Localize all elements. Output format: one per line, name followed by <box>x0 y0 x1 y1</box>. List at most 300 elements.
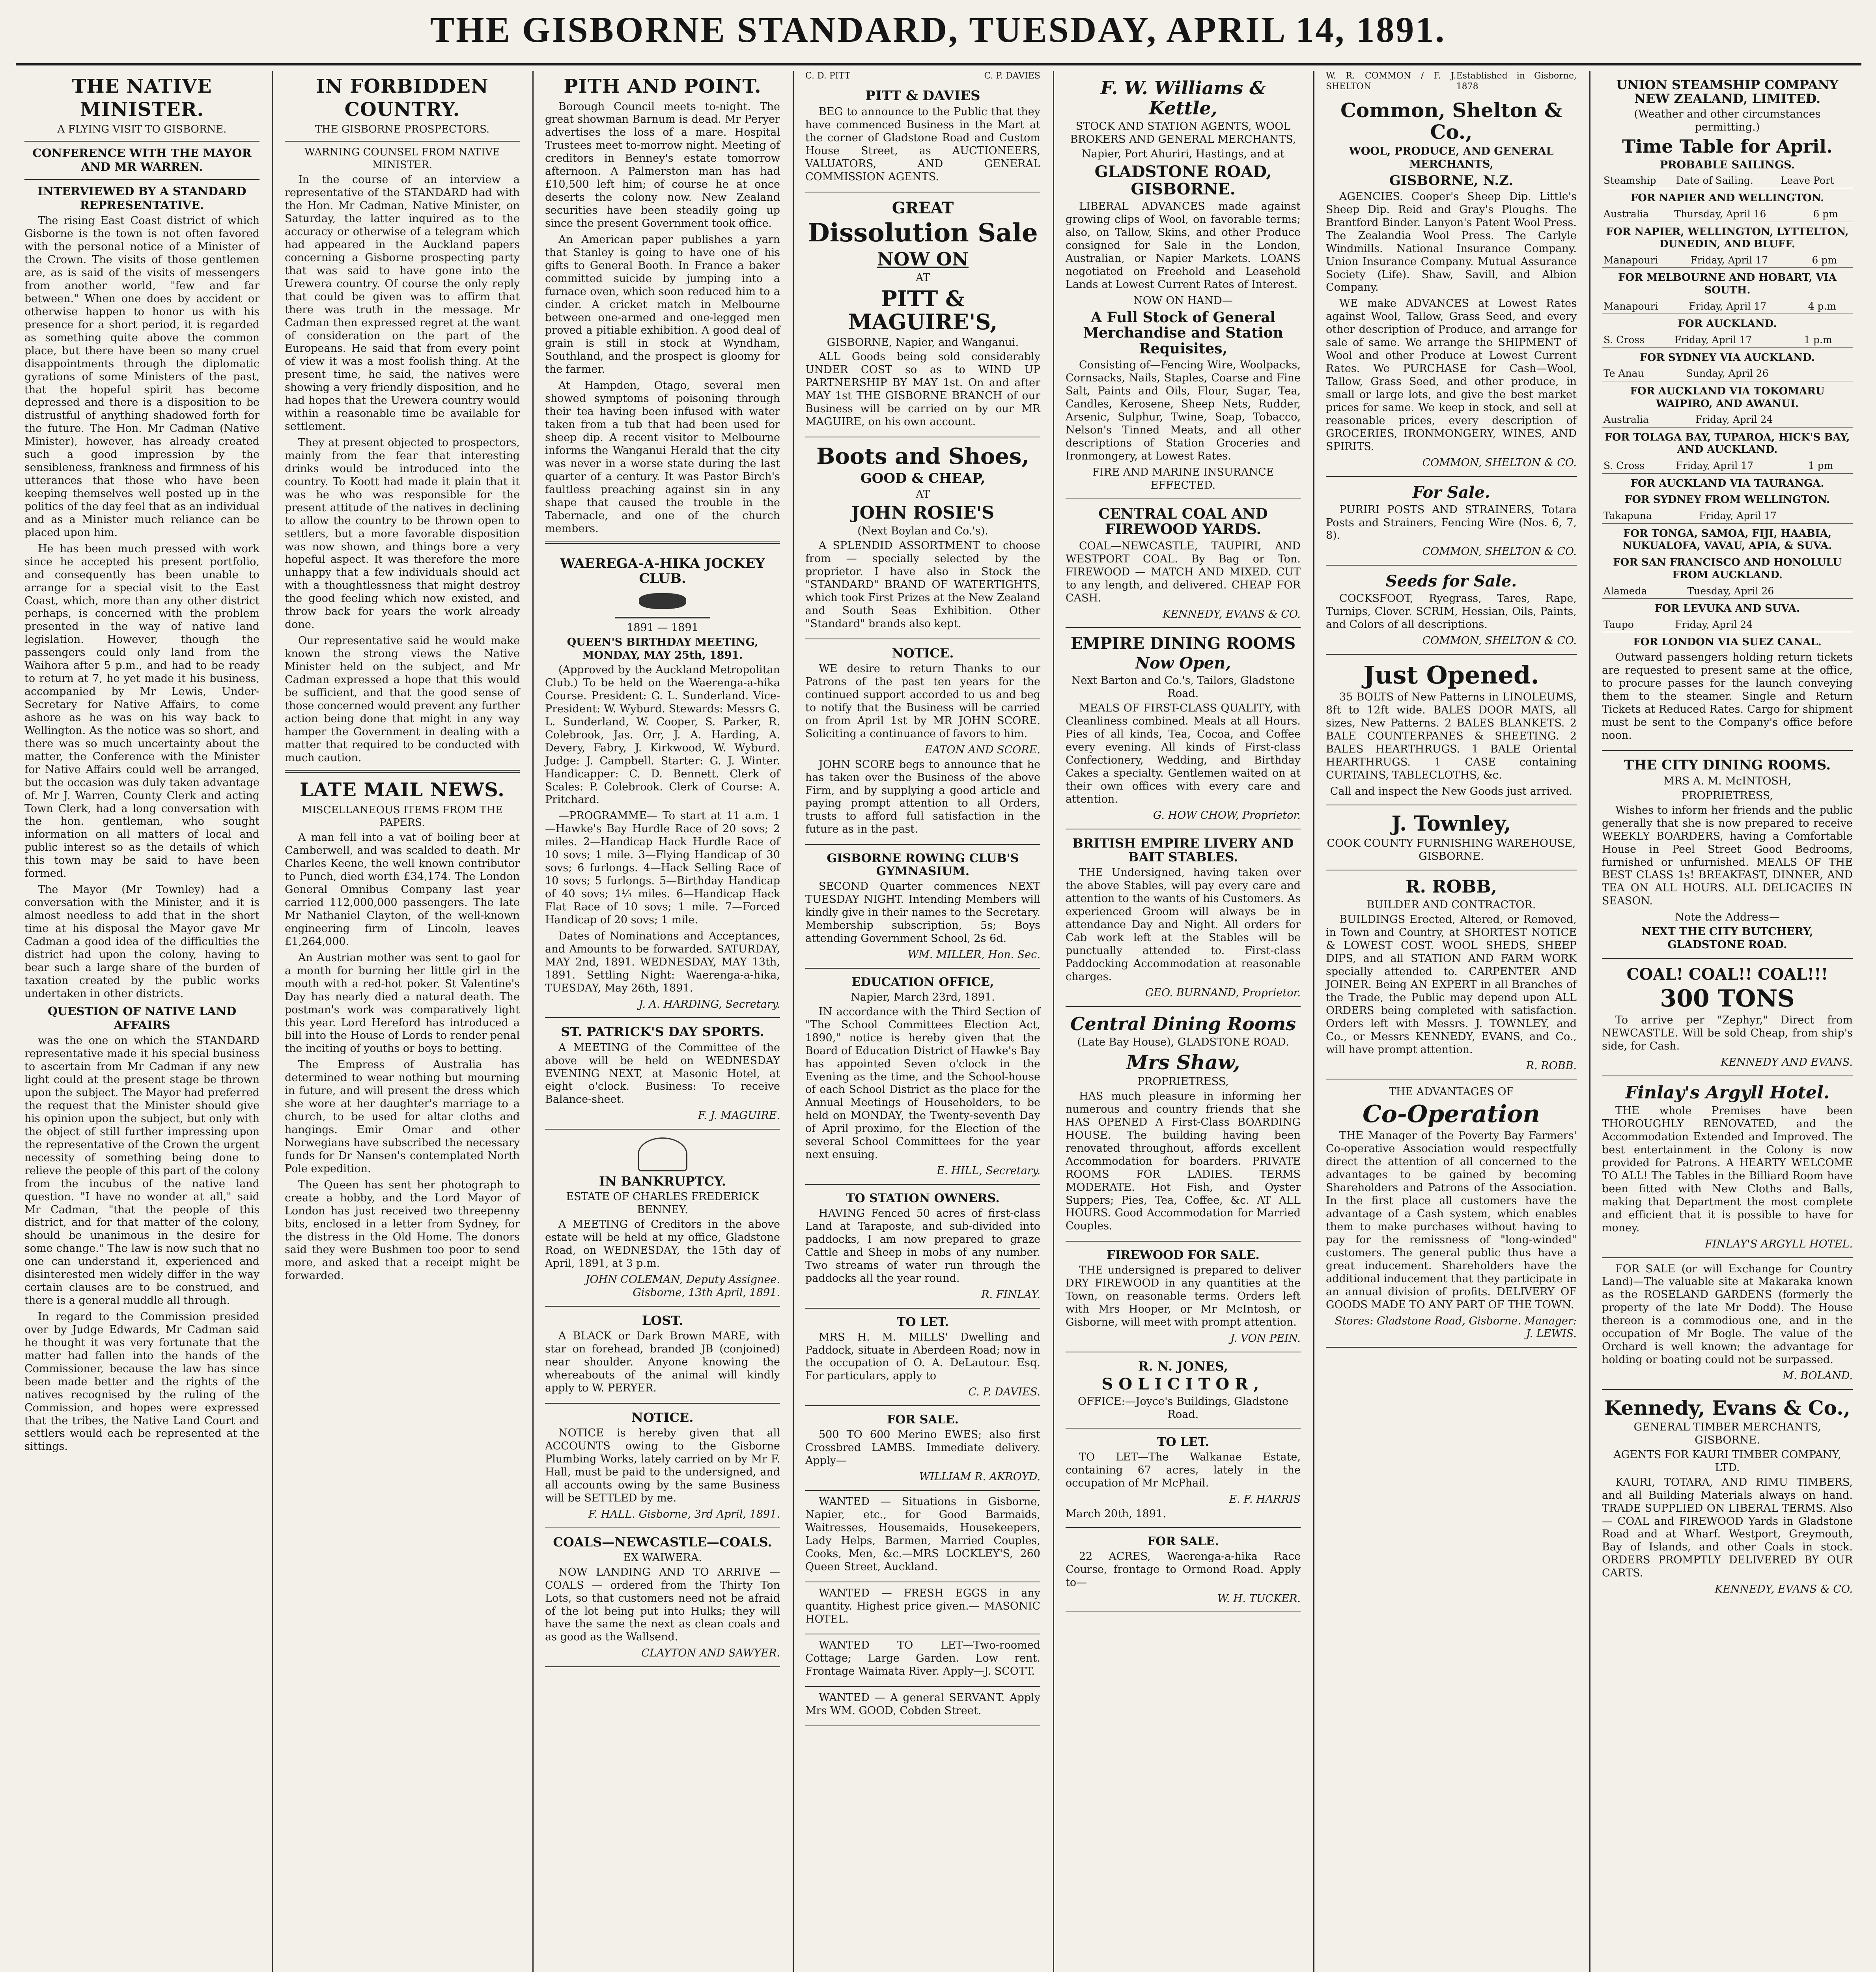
timetable-col-header: Leave Port <box>1779 174 1853 188</box>
ad-signature: KENNEDY AND EVANS. <box>1721 1056 1853 1068</box>
ad-name: R. N. JONES, <box>1138 1358 1228 1374</box>
route-heading: FOR TOLAGA BAY, TUPAROA, HICK'S BAY, AND AUCKLAND. <box>1605 431 1850 456</box>
ad-subtitle: Napier, March 23rd, 1891. <box>851 991 995 1003</box>
ad-header <box>805 71 1040 82</box>
ad-signature: J. A. HARDING, Secretary. <box>638 998 780 1010</box>
wanted-ad <box>805 1634 1040 1687</box>
route-cell-ship: Australia <box>1602 207 1673 222</box>
ad-at: AT <box>915 488 930 501</box>
ad-body: HAS much pleasure in informing her numerous and country friends that she HAS OPENED A First-Class BOARDING HOUSE. The building having been renovated throughout, affords excellent Accommodation for boarders. PRIVATE ROOMS FOR LADIES. TERMS MODERATE. Hot Fish, and Oyster Suppers; Pies, Tea, Coffee, &c. AT ALL HOURS. Good Accommodation for Married Couples. <box>1066 1090 1301 1232</box>
route-cell-date: Friday, April 17 <box>1674 459 1806 473</box>
route-cell-ship: Alameda <box>1602 584 1686 599</box>
ad-signature: CLAYTON AND SAWYER. <box>641 1647 780 1660</box>
ad-signature: F. HALL. Gisborne, 3rd April, 1891. <box>588 1508 780 1520</box>
ad-body: THE undersigned is prepared to deliver DRY FIREWOOD in any quantities at the Town, on reasonable terms. Orders left with Mrs Hooper, or Mr McIntosh, or Gisborne, will meet with prompt attention. <box>1066 1264 1301 1329</box>
article-paragraph: The rising East Coast district of which Gisborne is the town is not often favored with the personal notice of a Minister of the Crown. The visits of those gentlemen are, as is said of the visits of messengers from another world, "few and far between." When one does by accident or otherwise happen to honor us with his presence for a short period, it is regarded as something quite above the common place, but there have been so many cruel disappointments through the diplomatic gyrations of some Ministers of the past, that the hopeful spirit has become depressed and there is a disposition to be distrustful of anything shadowed forth for the future. The Hon. Mr Cadman (Native Minister), however, has already created such a good impression by the sensibleness, frankness and firmness of his utterances that those who have been keeping themselves well posted up in the politics of the day feel that as an individual and as a Minister much reliance can be placed upon him. <box>24 215 259 539</box>
article-subheading: CONFERENCE WITH THE MAYOR AND MR WARREN. <box>32 146 252 174</box>
article-paragraph: The Empress of Australia has determined to wear nothing but mourning in future, and will present the dress which she wore at her daughter's marriage to a church, to be used for altar cloths and hangings. Emir Omar and other Norwegians have subscribed the necessary funds for Dr Nansen's contemplated North Pole expedition. <box>285 1059 520 1175</box>
lost-ad <box>545 1307 780 1404</box>
ad-body: KAURI, TOTARA, AND RIMU TIMBERS, and all Building Materials always on hand. TRADE SUPPLIED ON LIBERAL TERMS. Also— COAL and FIREWOOD Yards in Gladstone Road and at Wharf. Westport, Greymouth, Bay of Islands, and other Coals in stock. ORDERS PROMPTLY DELIVERED BY OUR CARTS. <box>1602 1476 1853 1580</box>
ad-body: TO LET—The Walkanae Estate, containing 67 acres, lately in the occupation of Mr McPhail. <box>1066 1451 1301 1489</box>
ad-subtitle: Time Table for April. <box>1622 136 1833 157</box>
route-heading: FOR AUCKLAND. <box>1678 318 1777 330</box>
route-cell-ship: Takapuna <box>1602 509 1697 523</box>
column-1 <box>16 71 268 1972</box>
masthead: THE GISBORNE STANDARD, TUESDAY, APRIL 14, 1891. <box>430 9 1446 50</box>
article-paragraph: In the course of an interview a representative of the STANDARD had with the Hon. Mr Cadman, Native Minister, on Saturday, the latter inquired as to the accuracy or otherwise of a telegram which had appeared in the Auckland papers concerning a Gisborne prospecting party that was said to have gone into the Urewera country. Of course the only reply that could be given was to affirm that there was truth in the message. Mr Cadman then expressed regret at the want of consideration on the part of the Europeans. He said that from every point of view it was a most foolish thing. At the present time, he said, the natives were showing a very friendly disposition, and he had hopes that the Urewera country would within a reasonable time be available for settlement. <box>285 174 520 433</box>
ad-subtitle: QUEEN'S BIRTHDAY MEETING, MONDAY, MAY 25th, 1891. <box>567 636 758 662</box>
ad-title: Common, Shelton & Co., <box>1340 98 1562 144</box>
ad-body: ALL Goods being sold considerably UNDER COST so as to WIND UP PARTNERSHIP BY MAY 1st. On and after MAY 1st THE GISBORNE BRANCH of our Business will be carried on by our MR MAGUIRE, on his own account. <box>805 351 1040 428</box>
ad-header-right: C. P. DAVIES <box>984 71 1040 81</box>
ad-at: AT <box>915 271 930 284</box>
ad-body: COCKSFOOT, Ryegrass, Tares, Rape, Turnips, Clover. SCRIM, Hessian, Oils, Paints, and Colors of all descriptions. <box>1326 592 1577 631</box>
sailing-routes <box>1602 192 1853 649</box>
jockey-club-ad <box>545 549 780 1018</box>
route-cell-ship: Australia <box>1602 413 1694 427</box>
ad-name: MRS A. M. McINTOSH, <box>1663 775 1792 787</box>
to-let-ad <box>1066 1429 1301 1528</box>
route-cell-ship: Manapouri <box>1602 299 1687 314</box>
ad-body: (Approved by the Auckland Metropolitan Club.) To be held on the Waerenga-a-hika Course. President: G. L. Sunderland. Vice-President: W. Wyburd. Stewards: Messrs G. L. Sunderland, W. Cooper, S. Parker, R. Colebrook, Jas. Orr, J. A. Harding, A. Devery, Fabry, J. Kirkwood, W. Wyburd. Judge: J. Campbell. Starter: G. J. Winter. Handicapper: C. D. Bennett. Clerk of Scales: P. Colebrook. Clerk of Course: A. Pritchard. <box>545 664 780 806</box>
divider <box>285 141 520 142</box>
ad-signature: KENNEDY, EVANS & CO. <box>1715 1583 1853 1596</box>
column-5 <box>1057 71 1309 1972</box>
column-4 <box>797 71 1049 1972</box>
route-row <box>1602 366 1853 381</box>
divider <box>285 770 520 773</box>
empire-dining-ad <box>1066 628 1301 829</box>
route-heading: FOR NAPIER AND WELLINGTON. <box>1630 192 1824 204</box>
ad-footer: Outward passengers holding return tickets are requested to present same at the office, to procure passes for the launch conveying them to the steamer. Single and Return Tickets at Reduced Rates. Cargo for shipment must be sent to the Company's office before noon. <box>1602 651 1853 741</box>
union-steamship-ad <box>1602 71 1853 751</box>
ad-title: FOR SALE. <box>887 1413 959 1427</box>
ad-title: GISBORNE ROWING CLUB'S GYMNASIUM. <box>827 852 1019 879</box>
route-heading: FOR MELBOURNE AND HOBART, VIA SOUTH. <box>1618 272 1837 297</box>
ad-body: 500 TO 600 Merino EWES; also first Crossbred LAMBS. Immediate delivery. Apply— <box>805 1429 1040 1467</box>
ad-title: TO STATION OWNERS. <box>846 1191 1000 1206</box>
article-heading: IN FORBIDDEN COUNTRY. <box>316 75 489 121</box>
route-cell-time: 6 pm <box>1811 207 1853 222</box>
route-cell-time <box>1847 509 1853 523</box>
route-heading: FOR LEVUKA AND SUVA. <box>1655 603 1800 614</box>
ad-body: NOTICE is hereby given that all ACCOUNTS owing to the Gisborne Plumbing Works, lately carried on by Mr F. Hall, must be paid to the undersigned, and all accounts owing by the same Business will be SETTLED by me. <box>545 1427 780 1504</box>
ad-title: Dissolution Sale <box>808 218 1038 248</box>
route-row <box>1602 253 1853 268</box>
ad-title: NOTICE. <box>892 645 954 661</box>
ad-title: COAL! COAL!! COAL!!! <box>1626 965 1828 984</box>
ad-signature: C. P. DAVIES. <box>968 1386 1040 1399</box>
ad-signature: G. HOW CHOW, Proprietor. <box>1153 809 1301 822</box>
ad-title: IN BANKRUPTCY. <box>599 1174 726 1189</box>
ad-signature: W. H. TUCKER. <box>1217 1592 1301 1605</box>
notice-ad <box>805 639 1040 845</box>
route-cell-ship: Manapouri <box>1602 253 1689 268</box>
ad-body: WANTED — A general SERVANT. Apply Mrs WM. GOOD, Cobden Street. <box>805 1692 1040 1717</box>
for-sale-ad <box>1326 477 1577 566</box>
article-subheading: QUESTION OF NATIVE LAND AFFAIRS <box>47 1004 237 1032</box>
ad-signature: KENNEDY, EVANS & CO. <box>1163 608 1301 620</box>
route-cell-date: Friday, April 17 <box>1687 299 1806 314</box>
route-heading: FOR AUCKLAND VIA TAURANGA. <box>1630 477 1824 489</box>
ad-body: LIBERAL ADVANCES made against growing clips of Wool, on favorable terms; also, on Tallow, Skins, and other Produce consigned for Sale in the London, Australian, or Napier Markets. LOANS negotiated on Freehold and Leasehold Lands at Lowest Current Rates of Interest. <box>1066 200 1301 291</box>
ad-body: JOHN SCORE begs to announce that he has taken over the Business of the above Firm, and by supplying a good article and paying prompt attention to all Orders, trusts to afford full satisfaction in the future as in the past. <box>805 758 1040 836</box>
ad-pretitle: THE ADVANTAGES OF <box>1389 1086 1514 1098</box>
ad-body: SECOND Quarter commences NEXT TUESDAY NIGHT. Intending Members will kindly give in their names to the Secretary. Membership subscription, 5s; Boys attending Government School, 2s 6d. <box>805 880 1040 945</box>
ad-body: MRS H. M. MILLS' Dwelling and Paddock, situate in Aberdeen Road; now in the occupation of O. A. DeLautour. Esq. For particulars, apply to <box>805 1331 1040 1382</box>
ad-title: Boots and Shoes, <box>816 443 1029 470</box>
column-divider <box>1313 71 1314 1972</box>
common-shelton-ad <box>1326 92 1577 477</box>
route-cell-date: Tuesday, April 26 <box>1686 584 1847 599</box>
ad-pretitle: GREAT <box>892 198 954 217</box>
ad-title: TO LET. <box>897 1315 949 1329</box>
coal-yards-ad <box>1066 499 1301 628</box>
ad-location: Next Barton and Co.'s, Tailors, Gladstone Road. <box>1071 674 1295 700</box>
ad-signature: COMMON, SHELTON & CO. <box>1422 456 1577 469</box>
column-divider <box>1589 71 1590 1972</box>
ad-agents: AGENTS FOR KAURI TIMBER COMPANY, LTD. <box>1613 1448 1841 1474</box>
ad-now-on-hand: NOW ON HAND— <box>1133 294 1233 307</box>
route-cell-date: Friday, April 17 <box>1689 253 1811 268</box>
ad-signature: EATON AND SCORE. <box>924 743 1040 756</box>
ad-note: Note the Address— <box>1675 911 1780 924</box>
ad-title: Finlay's Argyll Hotel. <box>1625 1082 1829 1103</box>
just-opened-ad <box>1326 655 1577 805</box>
ad-dates: Dates of Nominations and Acceptances, and Amounts to be forwarded. SATURDAY, MAY 2nd, 1891. WEDNESDAY, MAY 13th, 1891. Settling Night: Waerenga-a-hika, TUESDAY, May 26th, 1891. <box>545 930 780 994</box>
ad-signature: COMMON, SHELTON & CO. <box>1422 635 1577 647</box>
ad-title: For Sale. <box>1412 483 1490 502</box>
ad-agencies: AGENCIES. Cooper's Sheep Dip. Little's Sheep Dip. Reid and Gray's Ploughs. The Brantford Binder. Lanyon's Patent Wool Press. The Zealandia Wool Press. The Carlyle Windmills. National Insurance Company. Union Insurance Company. Mutual Assurance Society (Life). Shaw, Savill, and Albion Company. <box>1326 190 1577 294</box>
townley-ad <box>1326 805 1577 870</box>
ad-signature: FINLAY'S ARGYLL HOTEL. <box>1705 1238 1853 1250</box>
ad-body: HAVING Fenced 50 acres of first-class Land at Taraposte, and sub-divided into paddocks, I am now prepared to graze Cattle and Sheep in mobs of any number. Two streams of water run through the paddocks all the year round. <box>805 1207 1040 1285</box>
ad-subtitle: COOK COUNTY FURNISHING WAREHOUSE, GISBORNE. <box>1327 837 1576 863</box>
route-row <box>1602 299 1853 314</box>
route-cell-time <box>1846 618 1853 632</box>
ad-body: A MEETING of the Committee of the above will be held on WEDNESDAY EVENING NEXT, at Masonic Hotel, at eight o'clock. Business: To receive Balance-sheet. <box>545 1041 780 1106</box>
ad-subtitle: EX WAIWERA. <box>623 1551 702 1564</box>
ad-title: F. W. Williams & Kettle, <box>1100 77 1266 119</box>
wanted-ad <box>805 1687 1040 1726</box>
ad-role: PROPRIETRESS, <box>1137 1076 1229 1088</box>
column-3 <box>536 71 789 1972</box>
column-divider <box>532 71 534 1972</box>
timetable-col-header: Steamship <box>1602 174 1674 188</box>
sports-ad <box>545 1018 780 1130</box>
boots-shoes-ad <box>805 437 1040 639</box>
route-cell-ship: S. Cross <box>1602 459 1674 473</box>
route-cell-date: Friday, April 17 <box>1673 333 1803 347</box>
ad-body: NOW LANDING AND TO ARRIVE — COALS — ordered from the Thirty Ton Lots, so that customers need not be afraid of the lot being put into Hulks; they will have the same the next as clean coals and as good as the Wallsend. <box>545 1566 780 1643</box>
central-dining-ad <box>1066 1007 1301 1242</box>
ad-title: EDUCATION OFFICE, <box>851 975 994 989</box>
route-cell-time: 4 p.m <box>1807 299 1853 314</box>
column-6 <box>1317 71 1585 1972</box>
article-paragraph: He has been much pressed with work since he accepted his present portfolio, and consequently has been unable to arrange for a special visit to the East Coast, which, more than any other district perhaps, is concerned with the problem presented in the way of native land legislation. However, though the passengers could only land from the Waihora after 5 p.m., and had to be ready to return at 7, he yet made it his business, accompanied by Mr Lewis, Under-Secretary for Native Affairs, to come ashore as he was on his way back to Wellington. As the notice was so short, and there was so much uncertainty about the matter, the Conference with the Minister for Native Affairs could well be arranged, but the occasion was duly taken advantage of. Mr J. Warren, County Clerk and acting Town Clerk, had a long conversation with the hon. gentleman, who sought information on all matters of local and public interest so as the details of which this town may be said to have been formed. <box>24 542 259 880</box>
route-row <box>1602 618 1853 633</box>
article-heading: LATE MAIL NEWS. <box>300 779 505 801</box>
ad-body: Consisting of—Fencing Wire, Woolpacks, Cornsacks, Nails, Staples, Coarse and Fine Salt, Paints and Oils, Flour, Sugar, Tea, Candles, Kerosene, Sheep Nets, Rudder, Arsenic, Sulphur, Twine, Soap, Tobacco, Nelson's Tinned Meats, and all other descriptions of Station Groceries and Ironmongery, at Lowest Rates. <box>1066 359 1301 462</box>
ad-signature: F. J. MAGUIRE. <box>698 1109 780 1122</box>
ad-title: R. ROBB, <box>1406 876 1497 897</box>
article-paragraph: The Queen has sent her photograph to create a hobby, and the Lord Mayor of London has just received two threepenny bits, enclosed in a letter from Sydney, for the distress in the Old Home. The donors said they were Bushmen too poor to send more, and asked that a receipt might be forwarded. <box>285 1178 520 1282</box>
ad-title: Co-Operation <box>1363 1100 1540 1128</box>
bankruptcy-ad <box>545 1130 780 1307</box>
ad-title: FIREWOOD FOR SALE. <box>1107 1248 1260 1262</box>
ad-office: OFFICE:—Joyce's Buildings, Gladstone Road. <box>1077 1395 1289 1421</box>
ad-body: MEALS OF FIRST-CLASS QUALITY, with Cleanliness combined. Meals at all Hours. Pies of all kinds, Tea, Cocoa, and Coffee every evening. All kinds of First-class Confectionery, Wedding, and Birthday Cakes a specialty. Gentlemen waited on at their own offices with every care and attention. <box>1066 702 1301 805</box>
article-heading: PITH AND POINT. <box>564 75 762 97</box>
ad-signature: WILLIAM R. AKROYD. <box>919 1471 1040 1483</box>
ad-body: 22 ACRES, Waerenga-a-hika Race Course, frontage to Ormond Road. Apply to— <box>1066 1550 1301 1589</box>
article-subheading: INTERVIEWED BY A STANDARD REPRESENTATIVE. <box>37 184 246 212</box>
argyll-hotel-ad <box>1602 1076 1853 1258</box>
divider <box>24 141 259 142</box>
ad-note: (Weather and other circumstances permitting.) <box>1634 108 1821 134</box>
ad-title: Kennedy, Evans & Co., <box>1604 1396 1850 1419</box>
solicitor-ad <box>1066 1352 1301 1429</box>
ad-years: 1891 — 1891 <box>627 622 698 634</box>
ad-body: Wishes to inform her friends and the public generally that she is now prepared to receive WEEKLY BOARDERS, having a Comfortable House in Peel Street Good Bedrooms, furnished or unfurnished. MEALS OF THE BEST CLASS 1s! BREAKFAST, DINNER, AND TEA ON ALL HOURS. ALL DELICACIES IN SEASON. <box>1602 804 1853 908</box>
ad-body: A SPLENDID ASSORTMENT to choose from — specially selected by the proprietor. I have also in Stock the "STANDARD" BRAND OF WATERTIGHTS, which took First Prizes at the New Zealand and South Seas Exhibition. Other "Standard" brands also kept. <box>805 540 1040 630</box>
ad-signature: R. ROBB. <box>1526 1059 1577 1072</box>
route-row <box>1602 459 1853 474</box>
ad-signature: GEO. BURNAND, Proprietor. <box>1145 986 1301 999</box>
route-row <box>1602 584 1853 599</box>
article-paragraph: The Mayor (Mr Townley) had a conversation with the Minister, and it is almost needless to add that in the short time at his disposal the Mayor gave Mr Cadman a good idea of the difficulties the district had upon the colony, having to bear such a large share of the burden of taxation created by the public works undertaken in other districts. <box>24 883 259 1000</box>
ad-body: PURIRI POSTS AND STRAINERS, Totara Posts and Strainers, Fencing Wire (Nos. 6, 7, 8). <box>1326 503 1577 542</box>
ad-subtitle: WOOL, PRODUCE, AND GENERAL MERCHANTS, <box>1349 145 1554 170</box>
ad-quantity: 300 TONS <box>1660 985 1795 1013</box>
article-paragraph: An Austrian mother was sent to gaol for a month for burning her little girl in the mouth with a red-hot poker. St Valentine's Day has nearly died a natural death. The postman's work was comparatively light this year. Lord Hereford has introduced a bill into the House of Lords to render penal the inciting of youths or boys to betting. <box>285 951 520 1055</box>
ad-firm: JOHN ROSIE'S <box>851 503 995 523</box>
ad-firm: PITT & MAGUIRE'S, <box>848 286 998 335</box>
route-row <box>1602 413 1853 428</box>
ad-subtitle: ESTATE OF CHARLES FREDERICK BENNEY. <box>566 1191 759 1216</box>
divider <box>24 179 259 180</box>
article-paragraph: A man fell into a vat of boiling beer at Camberwell, and was scalded to death. Mr Charles Keene, the well known contributor to Punch, died worth £34,174. The London General Omnibus Company last year carried 112,000,000 passengers. The late Mr Nathaniel Clayton, of the well-known engineering firm of Lincoln, leaves £1,264,000. <box>285 831 520 948</box>
article-paragraph: An American paper publishes a yarn that Stanley is going to have one of his gifts to General Booth. In France a baker committed suicide by jumping into a furnace oven, which soon reduced him to a cinder. A cricket match in Melbourne between one-armed and one-legged men proved a pitiable exhibition. A good deal of grain is still in stock at Wyndham, Southland, and the prospect is gloomy for the farmer. <box>545 233 780 376</box>
ad-header <box>1326 71 1577 92</box>
article-subheading: MISCELLANEOUS ITEMS FROM THE PAPERS. <box>301 804 503 829</box>
roseland-sale-ad <box>1602 1258 1853 1390</box>
ad-subtitle: Now Open, <box>1135 654 1231 673</box>
route-cell-date: Sunday, April 26 <box>1685 366 1847 381</box>
masthead-rule <box>16 63 1861 65</box>
ad-title: Central Dining Rooms <box>1070 1013 1296 1035</box>
ad-title: THE CITY DINING ROOMS. <box>1624 757 1831 773</box>
route-cell-date: Friday, April 24 <box>1673 618 1846 632</box>
ad-body: IN accordance with the Third Section of "The School Committees Election Act, 1890," notice is hereby given that the Board of Education District of Hawke's Bay has appointed Seven o'clock in the Evening as the time, and the School-house of each School District as the place for the Annual Meetings of Householders, to be held on MONDAY, the Twenty-seventh Day of April proximo, for the Election of the several School Committees for the year next ensuing. <box>805 1005 1040 1161</box>
ad-title: LOST. <box>642 1313 683 1328</box>
ad-subtitle: GENERAL TIMBER MERCHANTS, GISBORNE. <box>1633 1421 1821 1446</box>
ad-title: TO LET. <box>1157 1435 1209 1449</box>
royal-crest-icon <box>638 1137 687 1171</box>
ad-subtitle: GOOD & CHEAP, <box>860 470 986 486</box>
ad-title: EMPIRE DINING ROOMS <box>1070 634 1296 653</box>
ad-body: A MEETING of Creditors in the above estate will be held at my office, Gladstone Road, on WEDNESDAY, the 15th day of April, 1891, at 3 p.m. <box>545 1218 780 1270</box>
ad-signature: J. VON PEIN. <box>1230 1332 1301 1345</box>
article-paragraph: In regard to the Commission presided over by Judge Edwards, Mr Cadman said he thought it was very fortunate that the matter had fallen into the hands of the Commissioner, because the law has since been made better and the rights of the natives recognised by the ruling of the Commission, and hopes were expressed that the tribes, the Native Land Court and settlers would each be represented at the sittings. <box>24 1311 259 1453</box>
ad-body: FOR SALE (or will Exchange for Country Land)—The valuable site at Makaraka known as the ROSELAND GARDENS (formerly the property of the late Mr Dodd). The House thereon is a commodious one, and in the occupation of Mr Bogle. The value of the Orchard is well known; the advantage for holding or boating could not be surpassed. <box>1602 1262 1853 1366</box>
article-subheading: WARNING COUNSEL FROM NATIVE MINISTER. <box>304 146 500 171</box>
ad-insurance: FIRE AND MARINE INSURANCE EFFECTED. <box>1092 466 1274 491</box>
ad-location: (Next Boylan and Co.'s). <box>857 525 988 538</box>
article-paragraph: Borough Council meets to-night. The great showman Barnum is dead. Mr Peryer advertises the loss of a mare. Hospital Trustees meet to-morrow night. Meeting of creditors in Benney's estate tomorrow afternoon. A Palmerston man has had £10,500 left him; of course he at once deserts the colony now. New Zealand securities have been steadily going up since the present Government took office. <box>545 100 780 230</box>
route-row <box>1602 333 1853 348</box>
route-cell-time: 6 pm <box>1810 253 1853 268</box>
article-paragraph: was the one on which the STANDARD representative made it his special business to ascertain from Mr Cadman if any new light could at the present stage be thrown upon the subject. The Mayor had preferred the request that the Minister should give his opinion upon the subject, but only with the object of still further impressing upon the representative of the Crown the urgent necessity of something being done to relieve the people of this part of the colony from the incubus of the native land question. "I have no wonder at all," said Mr Cadman, "that the people of this district, and for that matter of the colony, should be unanimous in the desire for some change." The law is now such that no one can understand it, experienced and disinterested men widely differ in the way certain clauses are to be construed, and there is a general muddle all through. <box>24 1035 259 1307</box>
ad-location: (Late Bay House), GLADSTONE ROAD. <box>1077 1036 1289 1049</box>
ad-title: UNION STEAMSHIP COMPANY NEW ZEALAND, LIMITED. <box>1616 77 1839 106</box>
racehorse-icon <box>615 589 710 618</box>
route-row <box>1602 509 1853 524</box>
route-cell-time <box>1847 584 1853 599</box>
column-divider <box>272 71 273 1972</box>
ad-header-left: C. D. PITT <box>805 71 851 81</box>
route-cell-ship: Taupo <box>1602 618 1673 632</box>
article-subheading: THE GISBORNE PROSPECTORS. <box>315 123 490 136</box>
ad-body: BUILDINGS Erected, Altered, or Removed, in Town and Country, at SHORTEST NOTICE & LOWEST COST. WOOL SHEDS, SHEEP DIPS, and all STATION AND FARM WORK specially attended to. CARPENTER AND JOINER. Being AN EXPERT in all Branches of the Trade, the Public may depend upon ALL ORDERS being completed with satisfaction. Orders left with Messrs. J. TOWNLEY, and Co., or Messrs KENNEDY, EVANS, and Co., will have prompt attention. <box>1326 913 1577 1056</box>
ad-location: GISBORNE, Napier, and Wanganui. <box>827 336 1019 349</box>
ad-body: WANTED — Situations in Gisborne, Napier, etc., for Good Barmaids, Waitresses, Housemaids, Housekeepers, Lady Helps, Barmen, Married Couples, Cooks, Men, &c.—MRS LOCKLEY'S, 260 Queen Street, Auckland. <box>805 1496 1040 1573</box>
ad-title: CENTRAL COAL AND FIREWOOD YARDS. <box>1098 505 1268 538</box>
ad-title: SOLICITOR, <box>1101 1375 1265 1394</box>
ad-title: WAEREGA-A-HIKA JOCKEY CLUB. <box>560 556 765 586</box>
ad-location: GISBORNE, N.Z. <box>1389 172 1514 189</box>
route-heading: FOR SYDNEY VIA AUCKLAND. <box>1640 351 1815 364</box>
ad-subtitle: STOCK AND STATION AGENTS, WOOL BROKERS AND GENERAL MERCHANTS, <box>1070 120 1296 146</box>
route-row <box>1602 207 1853 222</box>
ad-title: FOR SALE. <box>1147 1534 1219 1548</box>
pitt-davies-ad <box>805 82 1040 192</box>
ad-body: THE Manager of the Poverty Bay Farmers' Co-operative Association would respectfully direct the attention of all concerned to the advantages to be gained by becoming Shareholders and Patrons of the Association. In the first place all customers have the advantage of a Cash system, which enables them to make purchases without having to pay for the remissness of "long-winded" customers. The general public thus have a great inducement. Shareholders have the additional inducement that they participate in an annual division of profits. DELIVERY OF GOODS MADE TO ANY PART OF THE TOWN. <box>1326 1130 1577 1311</box>
williams-kettle-ad <box>1066 71 1301 499</box>
ad-probable: PROBABLE SAILINGS. <box>1659 159 1795 171</box>
for-sale-ad <box>1066 1528 1301 1613</box>
route-heading: FOR NAPIER, WELLINGTON, LYTTELTON, DUNEDIN, AND BLUFF. <box>1606 226 1849 250</box>
timetable-header-row <box>1602 174 1853 188</box>
education-office-ad <box>805 969 1040 1185</box>
city-dining-ad <box>1602 751 1853 959</box>
coal-ad <box>1602 959 1853 1076</box>
ad-title: Just Opened. <box>1363 661 1539 690</box>
ad-body: WE desire to return Thanks to our Patrons of the past ten years for the continued support accorded to us and beg to notify that the Business will be carried on from April 1st by MR JOHN SCORE. Soliciting a continuance of favors to him. <box>805 663 1040 740</box>
route-heading: FOR SAN FRANCISCO AND HONOLULU FROM AUCKLAND. <box>1613 556 1842 581</box>
ad-body: THE whole Premises have been THOROUGHLY RENOVATED, and the Accommodation Extended and Improved. The best entertainment in the Colony is now provided for Patrons. A HEARTY WELCOME TO ALL! The Tables in the Billiard Room have been fitted with New Cloths and Balls, making that Department the most complete and efficient that it is possible to have for money. <box>1602 1105 1853 1234</box>
ad-title: NOTICE. <box>631 1410 694 1425</box>
station-owners-ad <box>805 1185 1040 1309</box>
route-cell-time: 1 p.m <box>1802 333 1853 347</box>
route-heading: FOR LONDON VIA SUEZ CANAL. <box>1633 636 1822 648</box>
ad-body: WANTED TO LET—Two-roomed Cottage; Large Garden. Low rent. Frontage Waimata River. Apply—J. SCOTT. <box>805 1639 1040 1678</box>
coals-ad <box>545 1528 780 1668</box>
to-let-ad <box>805 1309 1040 1406</box>
route-cell-date: Friday, April 17 <box>1697 509 1847 523</box>
column-7 <box>1593 71 1861 1972</box>
article-paragraph: They at present objected to prospectors, mainly from the fear that interesting drinks would be introduced into the country. To Koott had made it plain that it was he who was responsible for the present attitude of the natives in declining to allow the country to be thrown open to settlers, but a more favorable disposition was now shown, and things bore a very hopeful aspect. It was therefore the more unhappy that a few individuals should act with a thoughtlessness that might destroy the good feeling which now existed, and throw back for years the work already done. <box>285 437 520 631</box>
column-divider <box>1053 71 1054 1972</box>
ad-subtitle: NOW ON <box>877 248 969 270</box>
sailing-timetable <box>1602 174 1853 189</box>
timetable-col-header: Date of Sailing. <box>1674 174 1779 188</box>
ad-title: Seeds for Sale. <box>1385 572 1517 591</box>
ad-title: COALS—NEWCASTLE—COALS. <box>553 1534 772 1550</box>
co-operation-ad <box>1326 1079 1577 1348</box>
route-cell-time <box>1847 366 1853 381</box>
ad-body: To arrive per "Zephyr," Direct from NEWCASTLE. Will be sold Cheap, from ship's side, for Cash. <box>1602 1014 1853 1052</box>
route-cell-time: 1 pm <box>1807 459 1853 473</box>
route-heading: FOR AUCKLAND VIA TOKOMARU WAIPIRO, AND AWANUI. <box>1630 385 1825 410</box>
column-2 <box>276 71 528 1972</box>
route-cell-ship: Te Anau <box>1602 366 1685 381</box>
ad-address: NEXT THE CITY BUTCHERY, GLADSTONE ROAD. <box>1641 926 1813 951</box>
ad-signature: M. BOLAND. <box>1783 1370 1853 1382</box>
ad-footer: Call and inspect the New Goods just arrived. <box>1330 785 1573 797</box>
route-heading: FOR SYDNEY FROM WELLINGTON. <box>1624 494 1830 506</box>
route-cell-date: Thursday, April 16 <box>1673 207 1811 222</box>
ad-body: BEG to announce to the Public that they have commenced Business in the Mart at the corner of Gladstone Road and Custom House Street, as AUCTIONEERS, VALUATORS, AND GENERAL COMMISSION AGENTS. <box>805 106 1040 183</box>
ad-title: J. Townley, <box>1391 811 1511 836</box>
ad-road: GLADSTONE ROAD, GISBORNE. <box>1094 162 1272 198</box>
ad-title: PITT & DAVIES <box>865 88 980 104</box>
ad-subtitle: BUILDER AND CONTRACTOR. <box>1366 899 1536 911</box>
ad-name: Mrs Shaw, <box>1126 1051 1240 1074</box>
ad-body: THE Undersigned, having taken over the above Stables, will pay every care and attention to the wants of his Customers. As experienced Groom will always be in attendance Day and Night. All orders for Cab work left at the Stables will be punctually attended to. First-class Paddocking Accommodation at reasonable charges. <box>1066 866 1301 983</box>
ad-programme: —PROGRAMME— To start at 11 a.m. 1—Hawke's Bay Hurdle Race of 20 sovs; 2 miles. 2—Handicap Hack Hurdle Race of 10 sovs; 1 mile. 3—Flying Handicap of 30 sovs; 6 furlongs. 4—Hack Selling Race of 10 sovs; 5 furlongs. 5—Birthday Handicap of 40 sovs; 1¼ miles. 6—Handicap Hack Flat Race of 10 sovs; 1 mile. 7—Forced Handicap of 20 sovs; 1 mile. <box>545 810 780 926</box>
route-cell-time <box>1847 413 1853 427</box>
ad-title: ST. PATRICK'S DAY SPORTS. <box>561 1024 764 1040</box>
seeds-for-sale-ad <box>1326 566 1577 655</box>
ad-body: A BLACK or Dark Brown MARE, with star on forehead, branded JB (conjoined) near shoulder. Anyone knowing the whereabouts of the animal will kindly apply to W. PERYER. <box>545 1330 780 1394</box>
for-sale-ad <box>805 1406 1040 1491</box>
ad-body: WANTED — FRESH EGGS in any quantity. Highest price given.— MASONIC HOTEL. <box>805 1587 1040 1625</box>
wanted-ad <box>805 1491 1040 1582</box>
wanted-ad <box>805 1582 1040 1635</box>
article-paragraph: Our representative said he would make known the strong views the Native Minister held on the subject, and Mr Cadman expressed a hope that this would be sufficient, and that the good sense of those concerned would prevent any further action being done that might in any way hamper the Government in dealing with a matter that required to be conducted with much caution. <box>285 635 520 764</box>
ad-signature: E. F. HARRIS <box>1229 1493 1301 1505</box>
route-cell-date: Friday, April 24 <box>1694 413 1847 427</box>
article-subheading: A FLYING VISIT TO GISBORNE. <box>57 123 227 136</box>
ad-role: PROPRIETRESS, <box>1682 789 1773 802</box>
livery-stables-ad <box>1066 829 1301 1007</box>
kennedy-evans-ad <box>1602 1390 1853 1602</box>
ad-signature: E. HILL, Secretary. <box>937 1165 1040 1177</box>
firewood-ad <box>1066 1242 1301 1352</box>
ad-header-right: Established in Gisborne, 1878 <box>1456 71 1577 92</box>
rowing-club-ad <box>805 845 1040 969</box>
article-paragraph: At Hampden, Otago, several men showed symptoms of poisoning through their tea having been infused with water taken from a tub that had been used for sheep dip. A recent visitor to Melbourne informs the Wanganui Herald that the city was never in a worse state during the last quarter of a century. It was Pastor Birch's faultless preaching against sin in any shape that caused the trouble in the Tabernacle, and one of the church members. <box>545 379 780 535</box>
column-divider <box>793 71 794 1972</box>
article-heading: THE NATIVE MINISTER. <box>72 75 212 121</box>
divider <box>545 541 780 544</box>
ad-signature: Stores: Gladstone Road, Gisborne. Manager: J. LEWIS. <box>1335 1315 1577 1340</box>
ad-items: 35 BOLTS of New Patterns in LINOLEUMS, 8ft to 12ft wide. BALES DOOR MATS, all sizes, New Patterns. 2 BALES BLANKETS. 2 BALE COUNTERPANES & SHEETING. 2 BALES HEARTHRUGS. 1 BALE Oriental HEARTHRUGS. 1 CASE containing CURTAINS, TABLECLOTHS, &c. <box>1326 691 1577 781</box>
ad-signature: R. FINLAY. <box>981 1288 1040 1301</box>
ad-signature: WM. MILLER, Hon. Sec. <box>907 948 1040 961</box>
notice-ad <box>545 1404 780 1528</box>
ad-location: Napier, Port Ahuriri, Hastings, and at <box>1082 148 1284 161</box>
ad-stock: A Full Stock of General Merchandise and Station Requisites, <box>1083 309 1283 357</box>
ad-body: WE make ADVANCES at Lowest Rates against Wool, Tallow, Grass Seed, and every other description of Produce, and arrange for sale of same. We arrange the SHIPMENT of Wool and other Produce at Lowest Current Rates. We PURCHASE for Cash—Wool, Tallow, Grass Seed, and other produce, in small or large lots, and give the best market prices for same. We keep in stock, and sell at reasonable prices, every description of GROCERIES, IRONMONGERY, WINES, AND SPIRITS. <box>1326 297 1577 453</box>
robb-builder-ad <box>1326 870 1577 1080</box>
ad-title: BRITISH EMPIRE LIVERY AND BAIT STABLES. <box>1072 835 1294 865</box>
ad-date: March 20th, 1891. <box>1066 1507 1166 1520</box>
route-cell-ship: S. Cross <box>1602 333 1673 347</box>
ad-signature: COMMON, SHELTON & CO. <box>1422 545 1577 558</box>
dissolution-sale-ad <box>805 192 1040 437</box>
